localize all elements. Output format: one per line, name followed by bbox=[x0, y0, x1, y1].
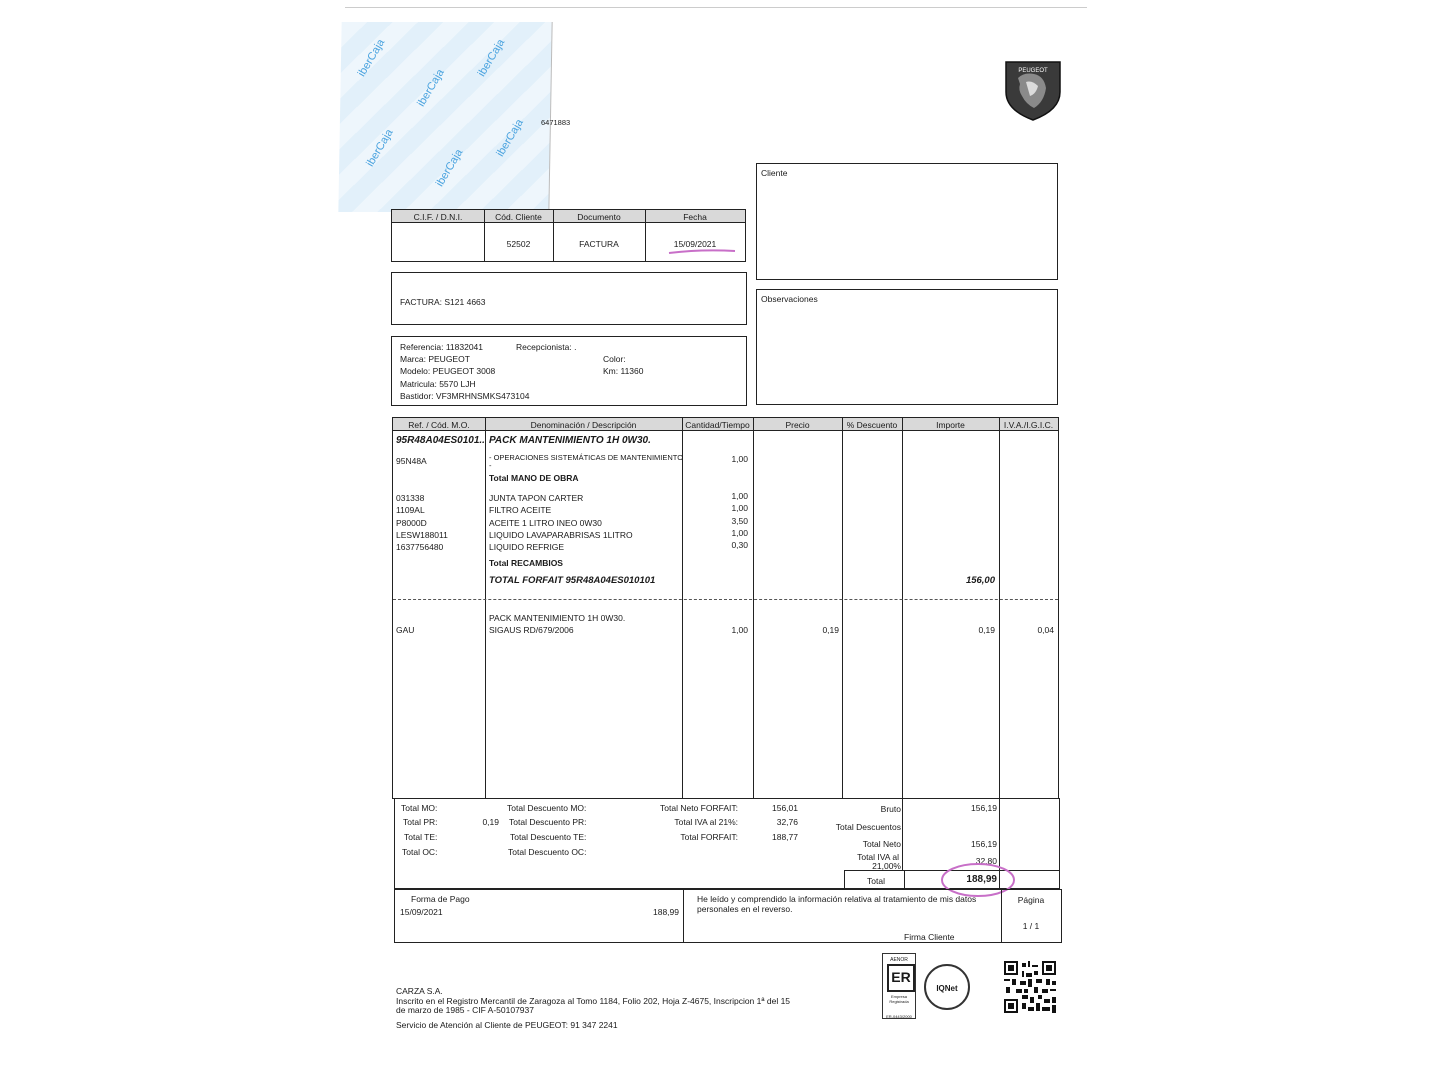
pack-ref: 95R48A04ES0101.. bbox=[396, 435, 485, 446]
footer-company: CARZA S.A. bbox=[396, 986, 443, 996]
payment-box bbox=[394, 889, 1062, 943]
part-ref: 1109AL bbox=[396, 505, 425, 515]
ibercaja-watermark-5: iberCaja bbox=[433, 147, 466, 189]
doc-header-table bbox=[391, 209, 746, 262]
forfait-value: 188,77 bbox=[772, 832, 798, 842]
part-ref: LESW188011 bbox=[396, 530, 448, 540]
aenor-code: ER-0443/2000 bbox=[886, 1014, 912, 1019]
total-pr-value: 0,19 bbox=[482, 817, 499, 827]
neto-forfait-value: 156,01 bbox=[772, 803, 798, 813]
footer-registro-1: Inscrito en el Registro Mercantil de Zaragoza al Tomo 1184, Folio 202, Hoja Z-4675, Inscripcion 1ª del 15 bbox=[396, 996, 791, 1006]
gau-desc-2: SIGAUS RD/679/2006 bbox=[489, 625, 574, 635]
iva-label-2: 21,00% bbox=[872, 861, 901, 871]
total-mano-obra: Total MANO DE OBRA bbox=[489, 473, 579, 483]
desc-te-label: Total Descuento TE: bbox=[510, 832, 587, 842]
gau-desc-1: PACK MANTENIMIENTO 1H 0W30. bbox=[489, 613, 626, 623]
pagina-label: Página bbox=[1017, 895, 1045, 905]
total-pr-label: Total PR: bbox=[403, 817, 438, 827]
cliente-box bbox=[756, 163, 1058, 280]
ibercaja-watermark-2: iberCaja bbox=[415, 67, 447, 109]
factura-box bbox=[391, 272, 747, 325]
total-mo-label: Total MO: bbox=[401, 803, 438, 813]
pack-title: PACK MANTENIMIENTO 1H 0W30. bbox=[489, 435, 651, 446]
forfait-label: Total FORFAIT: bbox=[680, 832, 738, 842]
bruto-label: Bruto bbox=[880, 804, 901, 814]
observaciones-label: Observaciones bbox=[761, 294, 818, 304]
peugeot-logo bbox=[1004, 58, 1062, 122]
fecha-highlight-underline bbox=[667, 248, 737, 256]
items-table bbox=[392, 417, 1059, 799]
iqnet-label: IQNet bbox=[936, 984, 958, 993]
gau-ref: GAU bbox=[396, 625, 415, 635]
pagina-value: 1 / 1 bbox=[1022, 921, 1040, 931]
part-desc: LIQUIDO REFRIGE bbox=[489, 542, 565, 552]
firma-cliente: Firma Cliente bbox=[904, 932, 955, 942]
qr-code bbox=[1004, 961, 1056, 1013]
privacy-line-1: He leído y comprendido la información relativa al tratamiento de mis datos bbox=[697, 894, 977, 904]
part-desc: LIQUIDO LAVAPARABRISAS 1LITRO bbox=[489, 530, 633, 540]
ibercaja-sticker bbox=[338, 22, 552, 212]
privacy-line-2: personales en el reverso. bbox=[697, 904, 793, 914]
total-te-label: Total TE: bbox=[404, 832, 438, 842]
vehicle-color: Color: bbox=[603, 354, 626, 364]
gau-iva: 0,04 bbox=[1037, 625, 1054, 635]
descuentos-label: Total Descuentos bbox=[835, 822, 901, 832]
vehicle-km: Km: 11360 bbox=[603, 366, 644, 376]
ibercaja-watermark-1: iberCaja bbox=[355, 37, 388, 79]
neto-label: Total Neto bbox=[862, 839, 901, 849]
mo-ref: 95N48A bbox=[396, 456, 427, 466]
part-ref: 031338 bbox=[396, 493, 425, 503]
vehicle-matricula: Matricula: 5570 LJH bbox=[400, 379, 476, 389]
documento-header: Documento bbox=[577, 212, 621, 222]
mo-desc-2: - bbox=[489, 461, 492, 470]
fecha-value: 15/09/2021 bbox=[673, 239, 717, 249]
part-qty: 3,50 bbox=[731, 516, 748, 526]
neto-value: 156,19 bbox=[971, 839, 997, 849]
footer-registro-2: de marzo de 1985 - CIF A-50107937 bbox=[396, 1005, 534, 1015]
ibercaja-watermark-4: iberCaja bbox=[364, 127, 396, 169]
fecha-header: Fecha bbox=[683, 212, 707, 222]
gau-precio: 0,19 bbox=[822, 625, 839, 635]
cif-header: C.I.F. / D.N.I. bbox=[413, 212, 463, 222]
vehicle-modelo: Modelo: PEUGEOT 3008 bbox=[400, 366, 496, 376]
vehicle-marca: Marca: PEUGEOT bbox=[400, 354, 470, 364]
iva21-value: 32,76 bbox=[776, 817, 798, 827]
peugeot-logo-text: PEUGEOT bbox=[1018, 68, 1048, 74]
ibercaja-watermark-6: iberCaja bbox=[494, 117, 526, 159]
footer-service: Servicio de Atención al Cliente de PEUGEOT: 91 347 2241 bbox=[396, 1020, 618, 1030]
part-qty: 0,30 bbox=[731, 540, 748, 550]
aenor-sub-label: Empresa Registrada bbox=[889, 994, 909, 1004]
part-qty: 1,00 bbox=[731, 528, 748, 538]
total-label: Total bbox=[867, 876, 885, 886]
total-forfait-importe: 156,00 bbox=[965, 575, 995, 586]
mo-desc: - OPERACIONES SISTEMÁTICAS DE MANTENIMIENTO bbox=[489, 453, 684, 462]
iva21-label: Total IVA al 21%: bbox=[674, 817, 738, 827]
total-recambios: Total RECAMBIOS bbox=[489, 558, 563, 568]
aenor-certificate bbox=[882, 953, 916, 1019]
precio-header: Precio bbox=[785, 420, 810, 430]
observaciones-box bbox=[756, 289, 1058, 405]
vehicle-bastidor: Bastidor: VF3MRHNSMKS473104 bbox=[400, 391, 530, 401]
cliente-label: Cliente bbox=[761, 168, 788, 178]
neto-forfait-label: Total Neto FORFAIT: bbox=[660, 803, 738, 813]
iva-label: Total IVA al bbox=[857, 852, 899, 862]
forma-pago-label: Forma de Pago bbox=[411, 894, 470, 904]
aenor-er-mark: ER bbox=[887, 964, 915, 992]
gau-importe: 0,19 bbox=[978, 625, 995, 635]
factura-number: FACTURA: S121 4663 bbox=[400, 297, 486, 307]
reference-number: 6471883 bbox=[541, 118, 571, 127]
desc-mo-label: Total Descuento MO: bbox=[507, 803, 587, 813]
vehicle-box bbox=[391, 336, 747, 406]
ibercaja-watermark-3: iberCaja bbox=[475, 37, 508, 79]
desc-oc-label: Total Descuento OC: bbox=[508, 847, 587, 857]
descuento-header: % Descuento bbox=[846, 420, 898, 430]
part-qty: 1,00 bbox=[731, 503, 748, 513]
documento-value: FACTURA bbox=[579, 239, 619, 249]
iva-value: 32,80 bbox=[975, 856, 997, 866]
desc-pr-label: Total Descuento PR: bbox=[509, 817, 587, 827]
aenor-top-label: AENOR bbox=[890, 957, 908, 963]
payment-amount: 188,99 bbox=[653, 907, 679, 917]
part-desc: FILTRO ACEITE bbox=[489, 505, 552, 515]
descripcion-header: Denominación / Descripción bbox=[530, 420, 637, 430]
iqnet-certificate bbox=[924, 964, 970, 1010]
vehicle-recepcionista: Recepcionista: . bbox=[516, 342, 577, 352]
mo-qty: 1,00 bbox=[731, 454, 748, 464]
part-desc: ACEITE 1 LITRO INEO 0W30 bbox=[489, 518, 602, 528]
importe-header: Importe bbox=[936, 420, 965, 430]
cod-cliente-value: 52502 bbox=[506, 239, 531, 249]
cod-cliente-header: Cód. Cliente bbox=[495, 212, 542, 222]
payment-date: 15/09/2021 bbox=[400, 907, 443, 917]
cantidad-header: Cantidad/Tiempo bbox=[685, 420, 750, 430]
part-desc: JUNTA TAPON CARTER bbox=[489, 493, 584, 503]
gau-qty: 1,00 bbox=[731, 625, 748, 635]
part-ref: P8000D bbox=[396, 518, 427, 528]
total-forfait-line: TOTAL FORFAIT 95R48A04ES010101 bbox=[489, 575, 656, 586]
part-ref: 1637756480 bbox=[396, 542, 444, 552]
ref-header: Ref. / Cód. M.O. bbox=[408, 420, 470, 430]
iva-header: I.V.A./I.G.I.C. bbox=[1003, 420, 1054, 430]
vehicle-referencia: Referencia: 11832041 bbox=[400, 342, 484, 352]
part-qty: 1,00 bbox=[731, 491, 748, 501]
forfait-separator bbox=[393, 599, 1058, 600]
total-oc-label: Total OC: bbox=[402, 847, 438, 857]
total-value: 188,99 bbox=[966, 874, 997, 885]
page-top-rule bbox=[345, 7, 1087, 8]
qr-code-icon bbox=[1004, 961, 1056, 1013]
bruto-value: 156,19 bbox=[971, 803, 997, 813]
